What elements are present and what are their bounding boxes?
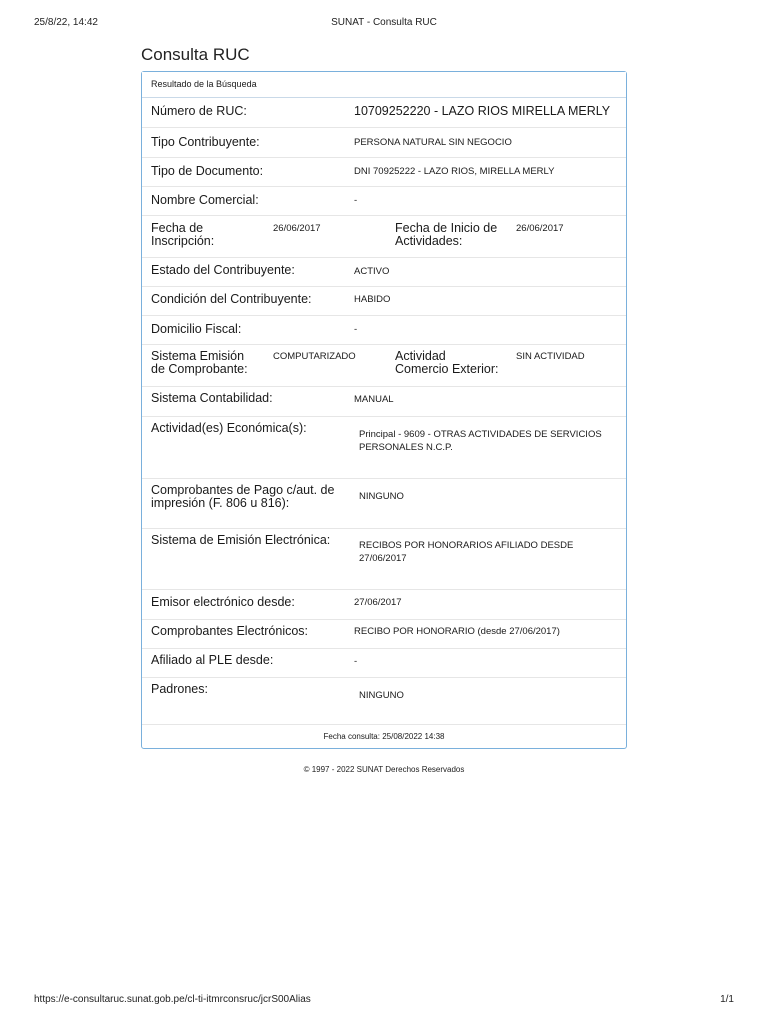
fecha-inscripcion-value: 26/06/2017 (273, 223, 321, 234)
print-page-title: SUNAT - Consulta RUC (331, 17, 437, 28)
comprobantes-electronicos-value: RECIBO POR HONORARIO (desde 27/06/2017) (354, 626, 560, 637)
nombre-comercial-value: - (354, 195, 358, 206)
sistema-contabilidad-label: Sistema Contabilidad: (151, 391, 273, 405)
sistema-electronica-label: Sistema de Emisión Electrónica: (151, 533, 331, 547)
fecha-inicio-label-line1: Fecha de Inicio de (395, 221, 498, 235)
copyright: © 1997 - 2022 SUNAT Derechos Reservados (303, 765, 465, 774)
comprobantes-pago-label-line1: Comprobantes de Pago c/aut. de (151, 483, 335, 497)
row-nombre-comercial (142, 187, 626, 216)
sistema-contabilidad-value: MANUAL (354, 394, 394, 405)
actividad-economica-label: Actividad(es) Económica(s): (151, 421, 307, 435)
row-fechas (142, 216, 626, 258)
row-condicion (142, 287, 626, 316)
actividad-comercio-label (395, 350, 499, 376)
comprobantes-pago-value: NINGUNO (359, 491, 404, 502)
actividad-economica-value-line1: Principal - 9609 - OTRAS ACTIVIDADES DE SERVICIOS (359, 429, 602, 440)
tipo-contribuyente-value: PERSONA NATURAL SIN NEGOCIO (354, 137, 512, 148)
estado-value: ACTIVO (354, 266, 390, 277)
row-comprobantes-pago (142, 479, 626, 529)
fecha-inscripcion-label-line1: Fecha de (151, 221, 204, 235)
comprobantes-pago-label (151, 484, 334, 510)
nombre-comercial-label: Nombre Comercial: (151, 193, 259, 207)
tipo-documento-label: Tipo de Documento: (151, 164, 264, 178)
row-sistema-electronica (142, 529, 626, 590)
result-panel (141, 71, 627, 749)
fecha-inscripcion-label (151, 222, 214, 248)
ruc-label: Número de RUC: (151, 104, 247, 118)
panel-heading: Resultado de la Búsqueda (142, 72, 626, 98)
fecha-consulta: Fecha consulta: 25/08/2022 14:38 (323, 732, 445, 741)
condicion-label: Condición del Contribuyente: (151, 292, 312, 306)
page-title: Consulta RUC (141, 45, 250, 64)
estado-label: Estado del Contribuyente: (151, 263, 295, 277)
row-estado (142, 258, 626, 287)
print-date: 25/8/22, 14:42 (34, 17, 98, 28)
row-sistema-emision (142, 345, 626, 387)
condicion-value: HABIDO (354, 294, 391, 305)
padrones-value: NINGUNO (359, 690, 404, 701)
sistema-emision-label-line2: de Comprobante: (151, 362, 248, 376)
sistema-emision-label (151, 350, 248, 376)
sistema-electronica-value (359, 539, 573, 565)
print-url: https://e-consultaruc.sunat.gob.pe/cl-ti-itmrconsruc/jcrS00Alias (34, 994, 311, 1005)
row-tipo-documento (142, 158, 626, 187)
row-emisor-electronico (142, 590, 626, 620)
print-page-count: 1/1 (720, 994, 734, 1005)
padrones-label: Padrones: (151, 682, 208, 696)
afiliado-ple-label: Afiliado al PLE desde: (151, 653, 274, 667)
sistema-emision-label-line1: Sistema Emisión (151, 349, 245, 363)
actividad-comercio-label-line1: Actividad (395, 349, 446, 363)
actividad-comercio-label-line2: Comercio Exterior: (395, 362, 499, 376)
tipo-documento-value: DNI 70925222 - LAZO RIOS, MIRELLA MERLY (354, 166, 555, 177)
row-afiliado-ple (142, 649, 626, 678)
row-padrones (142, 678, 626, 725)
comprobantes-electronicos-label: Comprobantes Electrónicos: (151, 624, 309, 638)
sistema-electronica-value-line1: RECIBOS POR HONORARIOS AFILIADO DESDE (359, 540, 574, 551)
row-domicilio (142, 316, 626, 345)
fecha-inicio-label (395, 222, 497, 248)
fecha-inicio-value: 26/06/2017 (516, 223, 564, 234)
afiliado-ple-value: - (354, 656, 358, 667)
row-tipo-contribuyente (142, 128, 626, 158)
domicilio-value: - (354, 324, 358, 335)
row-ruc (142, 98, 626, 128)
row-actividad-economica (142, 417, 626, 479)
ruc-value: 10709252220 - LAZO RIOS MIRELLA MERLY (354, 104, 611, 118)
actividad-comercio-value: SIN ACTIVIDAD (516, 351, 585, 362)
fecha-inicio-label-line2: Actividades: (395, 234, 463, 248)
emisor-electronico-value: 27/06/2017 (354, 597, 402, 608)
fecha-inscripcion-label-line2: Inscripción: (151, 234, 215, 248)
row-sistema-contabilidad (142, 387, 626, 417)
domicilio-label: Domicilio Fiscal: (151, 322, 242, 336)
tipo-contribuyente-label: Tipo Contribuyente: (151, 135, 260, 149)
row-comprobantes-electronicos (142, 620, 626, 649)
emisor-electronico-label: Emisor electrónico desde: (151, 595, 295, 609)
actividad-economica-value (359, 428, 602, 454)
comprobantes-pago-label-line2: impresión (F. 806 u 816): (151, 496, 290, 510)
actividad-economica-value-line2: PERSONALES N.C.P. (359, 442, 453, 453)
sistema-emision-value: COMPUTARIZADO (273, 351, 356, 362)
sistema-electronica-value-line2: 27/06/2017 (359, 553, 407, 564)
